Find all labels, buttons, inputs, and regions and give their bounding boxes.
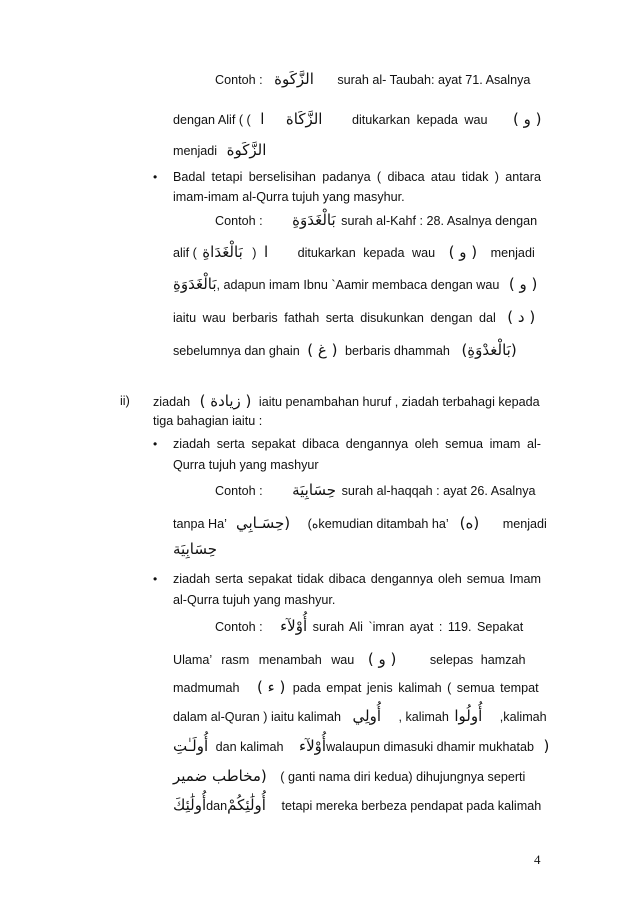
text-line-3 xyxy=(173,141,266,160)
arabic-letter: ( xyxy=(543,737,550,755)
surah-reference: surah al- Taubah: ayat 71. Asalnya xyxy=(337,73,531,87)
text-span: ziadah xyxy=(153,395,191,409)
text-span: ,kalimah xyxy=(499,710,547,724)
example-label: Contoh : xyxy=(215,484,263,498)
bullet-icon: • xyxy=(153,170,158,184)
text-span: pada empat jenis kalimah ( semua tempat xyxy=(292,681,539,695)
arabic-letter: ا xyxy=(263,243,269,261)
example-label: Contoh : xyxy=(215,214,263,228)
text-span: (ه xyxy=(307,517,319,531)
paragraph-line: ziadah serta sepakat tidak dibaca dengannya oleh semua Imam xyxy=(173,572,541,586)
arabic-word: ( زيادة ) xyxy=(199,392,252,410)
text-span: iaitu wau berbaris fathah serta disukunkan dengan dal xyxy=(173,311,496,325)
text-line-8 xyxy=(173,275,537,294)
text-span: madmumah xyxy=(173,681,240,695)
text-line-26 xyxy=(173,796,541,815)
arabic-word: أُولَٰئِكُمْ xyxy=(227,796,266,814)
arabic-word: (مخاطب ضمير xyxy=(173,767,267,785)
text-span: dalam al-Quran ) iaitu kalimah xyxy=(173,710,341,724)
text-span: berbaris dhammah xyxy=(344,344,450,358)
text-span: ( ganti nama diri kedua) dihujungnya seperti xyxy=(280,770,526,784)
text-span: , adapun imam Ibnu `Aamir membaca dengan wau xyxy=(216,278,500,292)
surah-reference: surah Ali `imran ayat : 119. Sepakat xyxy=(312,620,524,634)
example-line-3 xyxy=(215,481,536,500)
arabic-letter: ( ء ) xyxy=(257,678,286,696)
paragraph-line: ziadah serta sepakat dibaca dengannya oleh semua imam al- xyxy=(173,437,541,451)
text-span: , kalimah xyxy=(398,710,449,724)
arabic-word: (حِسَـابِي xyxy=(235,514,291,532)
surah-reference: surah al-Kahf : 28. Asalnya dengan xyxy=(341,214,538,228)
text-span: tanpa Ha’ xyxy=(173,517,227,531)
section-label: ii) xyxy=(120,394,130,408)
text-span: tetapi mereka berbeza pendapat pada kalimah xyxy=(281,799,542,813)
text-span: menjadi xyxy=(173,144,218,158)
text-span: menjadi xyxy=(502,517,547,531)
arabic-letter: ا xyxy=(260,110,265,128)
arabic-letter: ( و ) xyxy=(367,650,397,668)
arabic-letter: ( غ ) xyxy=(307,341,338,359)
arabic-word: بَالْغَدَاةِ xyxy=(202,243,243,261)
arabic-letter: (ه) xyxy=(459,514,480,532)
text-span: selepas hamzah xyxy=(429,653,526,667)
text-span: sebelumnya dan ghain xyxy=(173,344,300,358)
text-span: ditukarkan kepada wau xyxy=(351,113,488,127)
arabic-word: (بَالْغدْوَةِ) xyxy=(461,341,517,359)
text-span: alif ( xyxy=(173,246,197,260)
arabic-word: أُوْلآء xyxy=(280,617,308,635)
arabic-letter: ( د ) xyxy=(507,308,536,326)
arabic-word: أُولَٰئِكَ xyxy=(173,796,207,814)
text-line-23 xyxy=(173,707,547,726)
text-line-22 xyxy=(173,678,539,697)
arabic-word: بَالْغَدَوَةِ xyxy=(292,211,336,229)
text-line-16 xyxy=(173,514,547,533)
arabic-word: بَالْغَدَوَةِ xyxy=(173,275,217,293)
text-line-10 xyxy=(173,341,517,360)
bullet-icon: • xyxy=(153,572,158,586)
example-line-4 xyxy=(215,617,523,636)
paragraph-line: tiga bahagian iaitu : xyxy=(153,414,263,428)
arabic-word: أُولُوا xyxy=(454,707,483,725)
arabic-word: حِسَابِيَة xyxy=(292,481,337,499)
paragraph-line: al-Qurra tujuh yang mashyur. xyxy=(173,593,336,607)
text-span: Ulama’ rasm menambah wau xyxy=(173,653,355,667)
arabic-word: أُولَـٰتِ xyxy=(173,737,209,755)
arabic-word: الزَّكَوة xyxy=(226,141,267,159)
text-span: ) xyxy=(252,246,257,260)
text-line-2 xyxy=(173,110,542,129)
text-line-9 xyxy=(173,308,535,327)
surah-reference: surah al-haqqah : ayat 26. Asalnya xyxy=(341,484,536,498)
arabic-word: الزَّكَوة xyxy=(274,70,314,88)
example-label: Contoh : xyxy=(215,620,263,634)
arabic-letter: ( و ) xyxy=(508,275,538,293)
text-span: kemudian ditambah ha’ xyxy=(318,517,449,531)
text-line-21 xyxy=(173,650,526,669)
arabic-word: حِسَابِيَة xyxy=(173,540,217,558)
text-span: dan xyxy=(206,799,228,813)
text-line-17 xyxy=(173,540,217,559)
text-span: menjadi xyxy=(490,246,535,260)
arabic-word: أُولِي xyxy=(352,707,381,725)
example-line-2 xyxy=(215,211,537,230)
paragraph-line: imam-imam al-Qurra tujuh yang masyhur. xyxy=(173,190,405,204)
text-span: walaupun dimasuki dhamir mukhatab xyxy=(326,740,534,754)
arabic-word: أُوْلآء xyxy=(299,737,327,755)
text-line-11 xyxy=(153,392,540,411)
page-number: 4 xyxy=(534,852,541,867)
text-line-25 xyxy=(173,767,525,786)
arabic-letter: ( و ) xyxy=(513,110,542,128)
bullet-icon: • xyxy=(153,437,158,451)
text-span: iaitu penambahan huruf , ziadah terbahagi kepada xyxy=(258,395,540,409)
paragraph-line: Qurra tujuh yang mashyur xyxy=(173,458,319,472)
text-span: dengan Alif ( ( xyxy=(173,113,251,127)
example-line-1 xyxy=(215,70,530,89)
text-span: ditukarkan kepada wau xyxy=(297,246,436,260)
text-line-24 xyxy=(173,737,549,756)
arabic-word: الزَّكَاة xyxy=(285,110,323,128)
text-line-7 xyxy=(173,243,535,262)
text-span: dan kalimah xyxy=(215,740,284,754)
example-label: Contoh : xyxy=(215,73,263,87)
paragraph-line: Badal tetapi berselisihan padanya ( dibaca atau tidak ) antara xyxy=(173,170,541,184)
arabic-letter: ( و ) xyxy=(448,243,478,261)
